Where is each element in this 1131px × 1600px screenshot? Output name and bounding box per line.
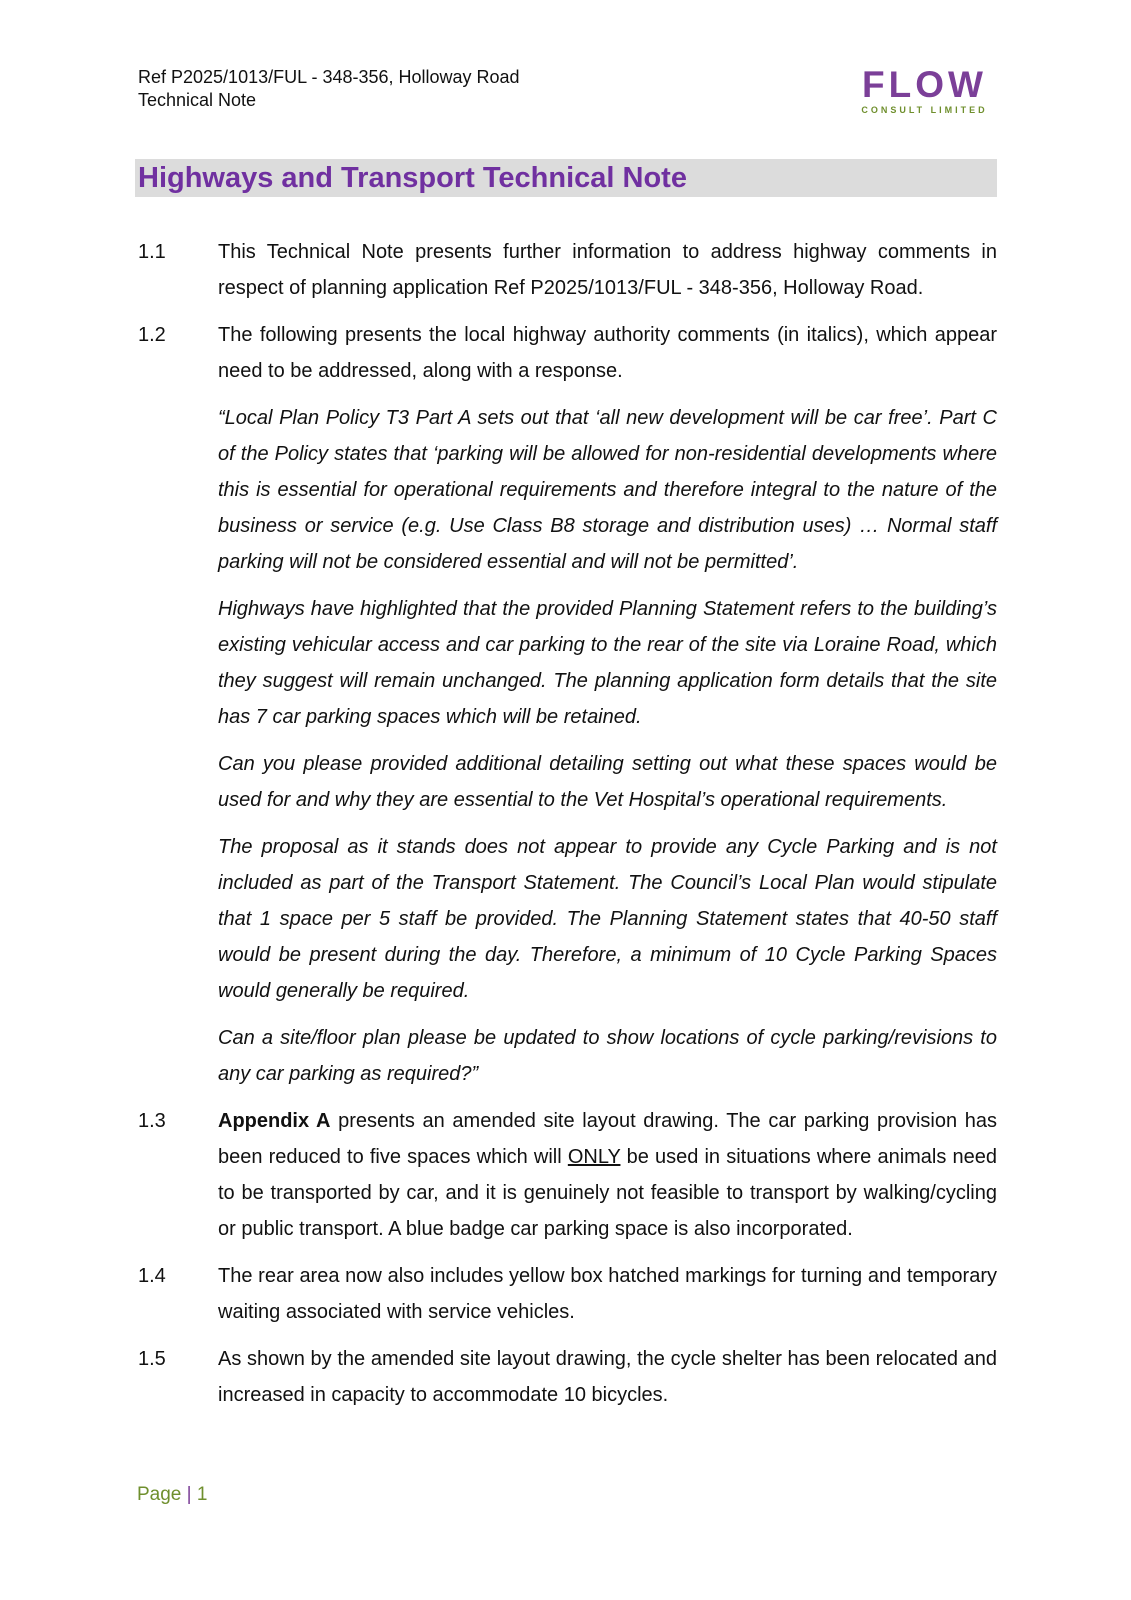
- quote-paragraph: Can a site/floor plan please be updated to show locations of cycle parking/revisions to any car parking as required?”: [218, 1027, 997, 1085]
- header-ref-line: Ref P2025/1013/FUL - 348-356, Holloway Road: [138, 67, 520, 87]
- paragraph-text: presents an amended site layout drawing. The car parking provision has been reduced to five spaces which will: [218, 1110, 997, 1168]
- document-header: [138, 66, 520, 112]
- document-body: [138, 234, 997, 1424]
- title-bar: [135, 159, 997, 197]
- quote-paragraph: The proposal as it stands does not appear to provide any Cycle Parking and is not included as part of the Transport Statement. The Council’s Local Plan would stipulate that 1 space per 5 staff be provided. The Planning Statement states that 40-50 staff would be present during the day. Therefore, a minimum of 10 Cycle Parking Spaces would generally be required.: [218, 836, 997, 1002]
- footer-separator: |: [186, 1484, 192, 1505]
- paragraph-number: 1.2: [138, 324, 166, 346]
- page-label: Page: [137, 1484, 182, 1505]
- company-logo: [852, 66, 997, 116]
- page-title: Highways and Transport Technical Note: [138, 162, 687, 194]
- paragraph-number: 1.1: [138, 241, 166, 263]
- paragraph-text: The rear area now also includes yellow box hatched markings for turning and temporary waiting associated with service vehicles.: [218, 1265, 997, 1323]
- page-footer: [137, 1484, 207, 1506]
- paragraph-number: 1.4: [138, 1265, 166, 1287]
- paragraph-1-1: [138, 234, 997, 306]
- quote-paragraph: “Local Plan Policy T3 Part A sets out that ‘all new development will be car free’. Part C of the Policy states that ‘parking will be allowed for non-residential developments where this is essential for operational requirements and therefore integral to the nature of the business or service (e.g. Use Class B8 storage and distribution uses) … Normal staff parking will not be considered essential and will not be permitted’.: [218, 407, 997, 573]
- paragraph-1-4: [138, 1258, 997, 1330]
- emphasis-only: ONLY: [567, 1146, 621, 1168]
- paragraph-1-3: [138, 1103, 997, 1247]
- paragraph-text: be used in situations where animals need to be transported by car, and it is genuinely not feasible to transport by walking/cycling or public transport. A blue badge car parking space is also incorporated.: [218, 1146, 997, 1240]
- paragraph-1-2: [138, 317, 997, 389]
- paragraph-text: This Technical Note presents further information to address highway comments in respect of planning application Ref P2025/1013/FUL - 348-356, Holloway Road.: [218, 241, 997, 299]
- logo-main-text: FLOW: [862, 64, 987, 105]
- paragraph-1-5: [138, 1341, 997, 1413]
- logo-sub-text: CONSULT LIMITED: [861, 105, 988, 115]
- quote-paragraph: Highways have highlighted that the provided Planning Statement refers to the building’s existing vehicular access and car parking to the rear of the site via Loraine Road, which they suggest will remain unchanged. The planning application form details that the site has 7 car parking spaces which will be retained.: [218, 598, 997, 728]
- appendix-reference: Appendix A: [218, 1110, 331, 1132]
- page-number: 1: [196, 1484, 208, 1505]
- paragraph-number: 1.3: [138, 1110, 166, 1132]
- header-doc-type: Technical Note: [138, 90, 257, 110]
- paragraph-number: 1.5: [138, 1348, 166, 1370]
- paragraph-text: The following presents the local highway authority comments (in italics), which appear need to be addressed, along with a response.: [218, 324, 997, 382]
- quote-paragraph: Can you please provided additional detailing setting out what these spaces would be used for and why they are essential to the Vet Hospital’s operational requirements.: [218, 753, 997, 811]
- paragraph-text: As shown by the amended site layout drawing, the cycle shelter has been relocated and increased in capacity to accommodate 10 bicycles.: [218, 1348, 997, 1406]
